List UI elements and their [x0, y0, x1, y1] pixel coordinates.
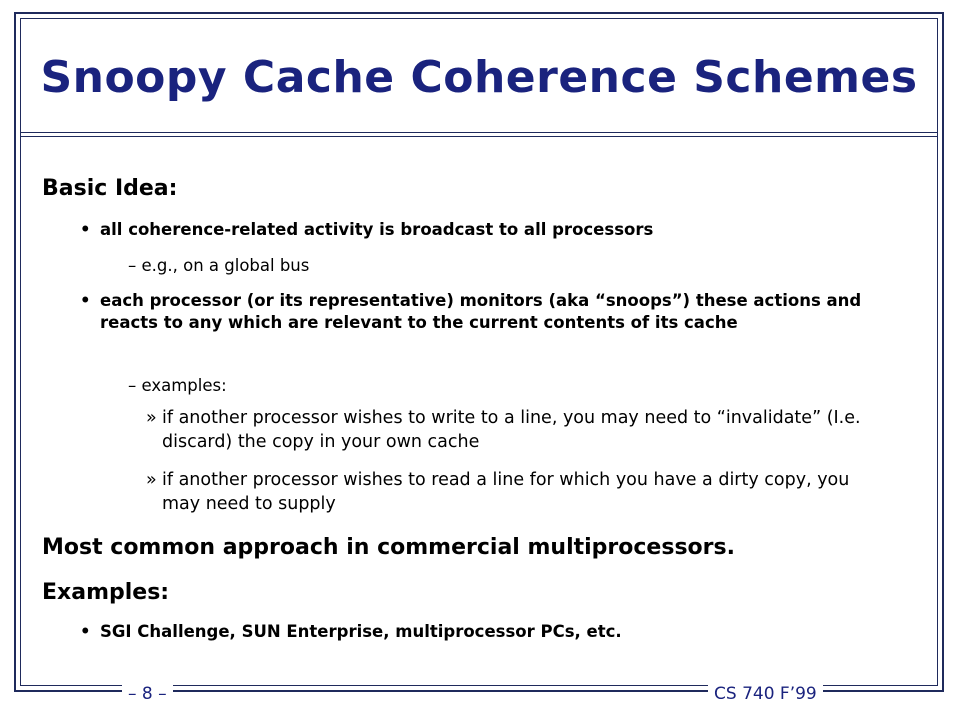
bullet-broadcast-text: all coherence-related activity is broadcast to all processors — [100, 220, 654, 239]
title-divider-top — [20, 132, 938, 133]
slide-title: Snoopy Cache Coherence Schemes — [40, 52, 918, 103]
chevron-symbol: » — [146, 408, 157, 428]
common-approach-heading: Most common approach in commercial multiprocessors. — [42, 535, 735, 560]
course-label: CS 740 F’99 — [708, 684, 823, 704]
bullet-snoops — [80, 290, 900, 334]
sub-bullet-examples-text: examples: — [141, 376, 227, 395]
sub-bullet-examples — [128, 375, 227, 397]
example-invalidate-text: if another processor wishes to write to a line, you may need to “invalidate” (I.e. discard) the copy in your own cache — [162, 408, 861, 452]
dash-symbol: – — [128, 376, 137, 395]
sub-bullet-global-bus-text: e.g., on a global bus — [141, 256, 310, 275]
example-supply-text: if another processor wishes to read a line for which you have a dirty copy, you may need to supply — [162, 470, 850, 514]
bullet-symbol: • — [80, 291, 91, 310]
dash-symbol: – — [128, 256, 137, 275]
bullet-snoops-text: each processor (or its representative) monitors (aka “snoops”) these actions and reacts to any which are relevant to the current contents of its cache — [100, 291, 862, 332]
chevron-symbol: » — [146, 470, 157, 490]
bullet-symbol: • — [80, 622, 91, 641]
example-supply — [146, 468, 882, 516]
basic-idea-heading: Basic Idea: — [42, 176, 178, 201]
bullet-broadcast — [80, 219, 900, 241]
bullet-examples — [80, 621, 900, 643]
page-number: – 8 – — [122, 684, 173, 704]
sub-bullet-global-bus — [128, 255, 309, 277]
bullet-symbol: • — [80, 220, 91, 239]
title-divider-bottom — [20, 136, 938, 137]
bullet-examples-text: SGI Challenge, SUN Enterprise, multiprocessor PCs, etc. — [100, 622, 622, 641]
example-invalidate — [146, 406, 882, 454]
examples-heading: Examples: — [42, 580, 170, 605]
